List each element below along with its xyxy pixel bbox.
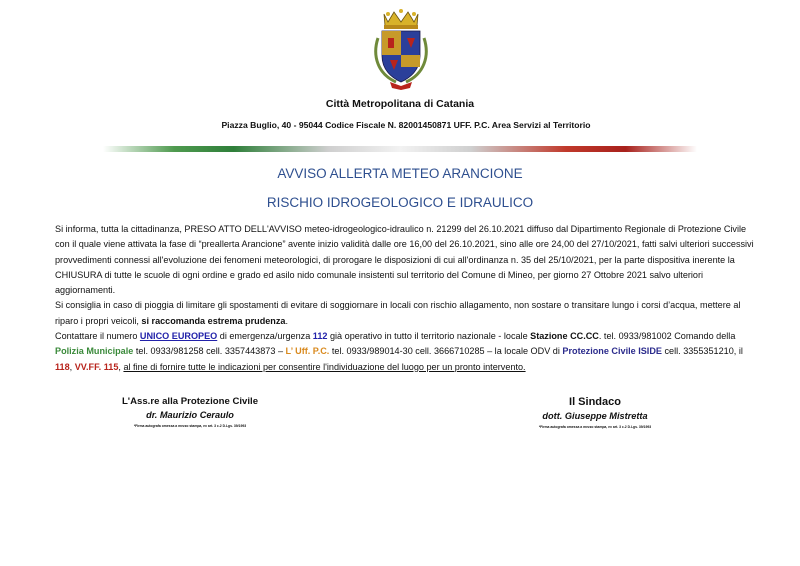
paragraph-contacts: Contattare il numero UNICO EUROPEO di emergenza/urgenza 112 già operativo in tutto il territorio nazionale - locale Stazione CC.CC. tel. 0933/981002 Comando della Polizia Municipale tel. 0933/981258 cell. 3357443873 – L’ Uff. P.C. tel. 0933/989014-30 cell. 3666710285 – la locale ODV di Protezione Civile ISIDE cell. 3355351210, il 118, VV.FF. 115, al fine di fornire tutte le indicazioni per consentire l'individuazione del luogo per un pronto intervento. xyxy=(55,331,743,372)
organization-address: Piazza Buglio, 40 - 95044 Codice Fiscale N. 82001450871 UFF. P.C. Area Servizi al Territorio xyxy=(221,120,591,130)
protezione-civile-iside: Protezione Civile ISIDE xyxy=(562,346,662,357)
assessore-name: dr. Maurizio Ceraulo xyxy=(146,410,234,420)
advice-emphasis: si raccomanda estrema prudenza xyxy=(141,315,286,326)
notice-title: AVVISO ALLERTA METEO ARANCIONE xyxy=(277,166,523,181)
vigili-del-fuoco-115: VV.FF. 115 xyxy=(74,361,119,372)
notice-body xyxy=(55,222,757,375)
emergency-112: 112 xyxy=(312,331,328,342)
ufficio-protezione-civile: L’ Uff. P.C. xyxy=(285,346,330,357)
assessore-signature-note: *Firma autografa omessa a mezzo stampa, ex art. 3 c.2 D.Lgs. 39/1993 xyxy=(133,424,247,428)
assessore-role: L'Ass.re alla Protezione Civile xyxy=(121,396,259,407)
unico-europeo-link[interactable]: UNICO EUROPEO xyxy=(139,331,218,342)
emergency-118: 118 xyxy=(55,361,70,372)
signature-sindaco xyxy=(532,396,658,429)
paragraph-advice: Si consiglia in caso di pioggia di limitare gli spostamenti di evitare di soggiornare in locali con rischio allagamento, non sostare o transitare lungo i corsi d’acqua, mettere al riparo i propri veicoli, si raccomanda estrema prudenza. xyxy=(55,300,741,326)
sindaco-role: Il Sindaco xyxy=(569,396,621,408)
sindaco-signature-note: *Firma autografa omessa a mezzo stampa, ex art. 3 c.2 D.Lgs. 39/1993 xyxy=(538,425,652,429)
coat-of-arms-icon xyxy=(370,8,432,90)
polizia-municipale: Polizia Municipale xyxy=(55,346,134,357)
paragraph-intro: Si informa, tutta la cittadinanza, PRESO ATTO DELL'AVVISO meteo-idrogeologico-idraulico n. 21299 del 26.10.2021 diffuso dal Dipartimento Regionale di Protezione Civile con il quale viene attivata la fase di “preallerta Arancione” avente inizio validità dalle ore 16,00 del 26.10.2021, sino alle ore 24,00 del 27/10/2021, fatti salvi ulteriori successivi provvedimenti connessi all'evoluzione dei fenomeni meteorologici, di prorogare le disposizioni di cui all'ordinanza n. 35 del 25/10/2021, per la parte dispositiva inerente la CHIUSURA di tutte le scuole di ogni ordine e grado ed asilo nido comunale insistenti sul territorio del Comune di Mineo, per giorno 27 Ottobre 2021 salvo ulteriori aggiornamenti. xyxy=(55,224,754,296)
notice-subtitle: RISCHIO IDROGEOLOGICO E IDRAULICO xyxy=(266,195,534,210)
sindaco-name: dott. Giuseppe Mistretta xyxy=(542,411,648,421)
organization-name: Città Metropolitana di Catania xyxy=(325,98,475,110)
tricolor-divider xyxy=(103,146,697,152)
signature-assessore xyxy=(104,396,276,428)
contacts-closing-text: al fine di fornire tutte le indicazioni per consentire l'individuazione del luogo per un pronto intervento. xyxy=(123,361,526,372)
stazione-carabinieri: Stazione CC.CC xyxy=(530,331,599,342)
